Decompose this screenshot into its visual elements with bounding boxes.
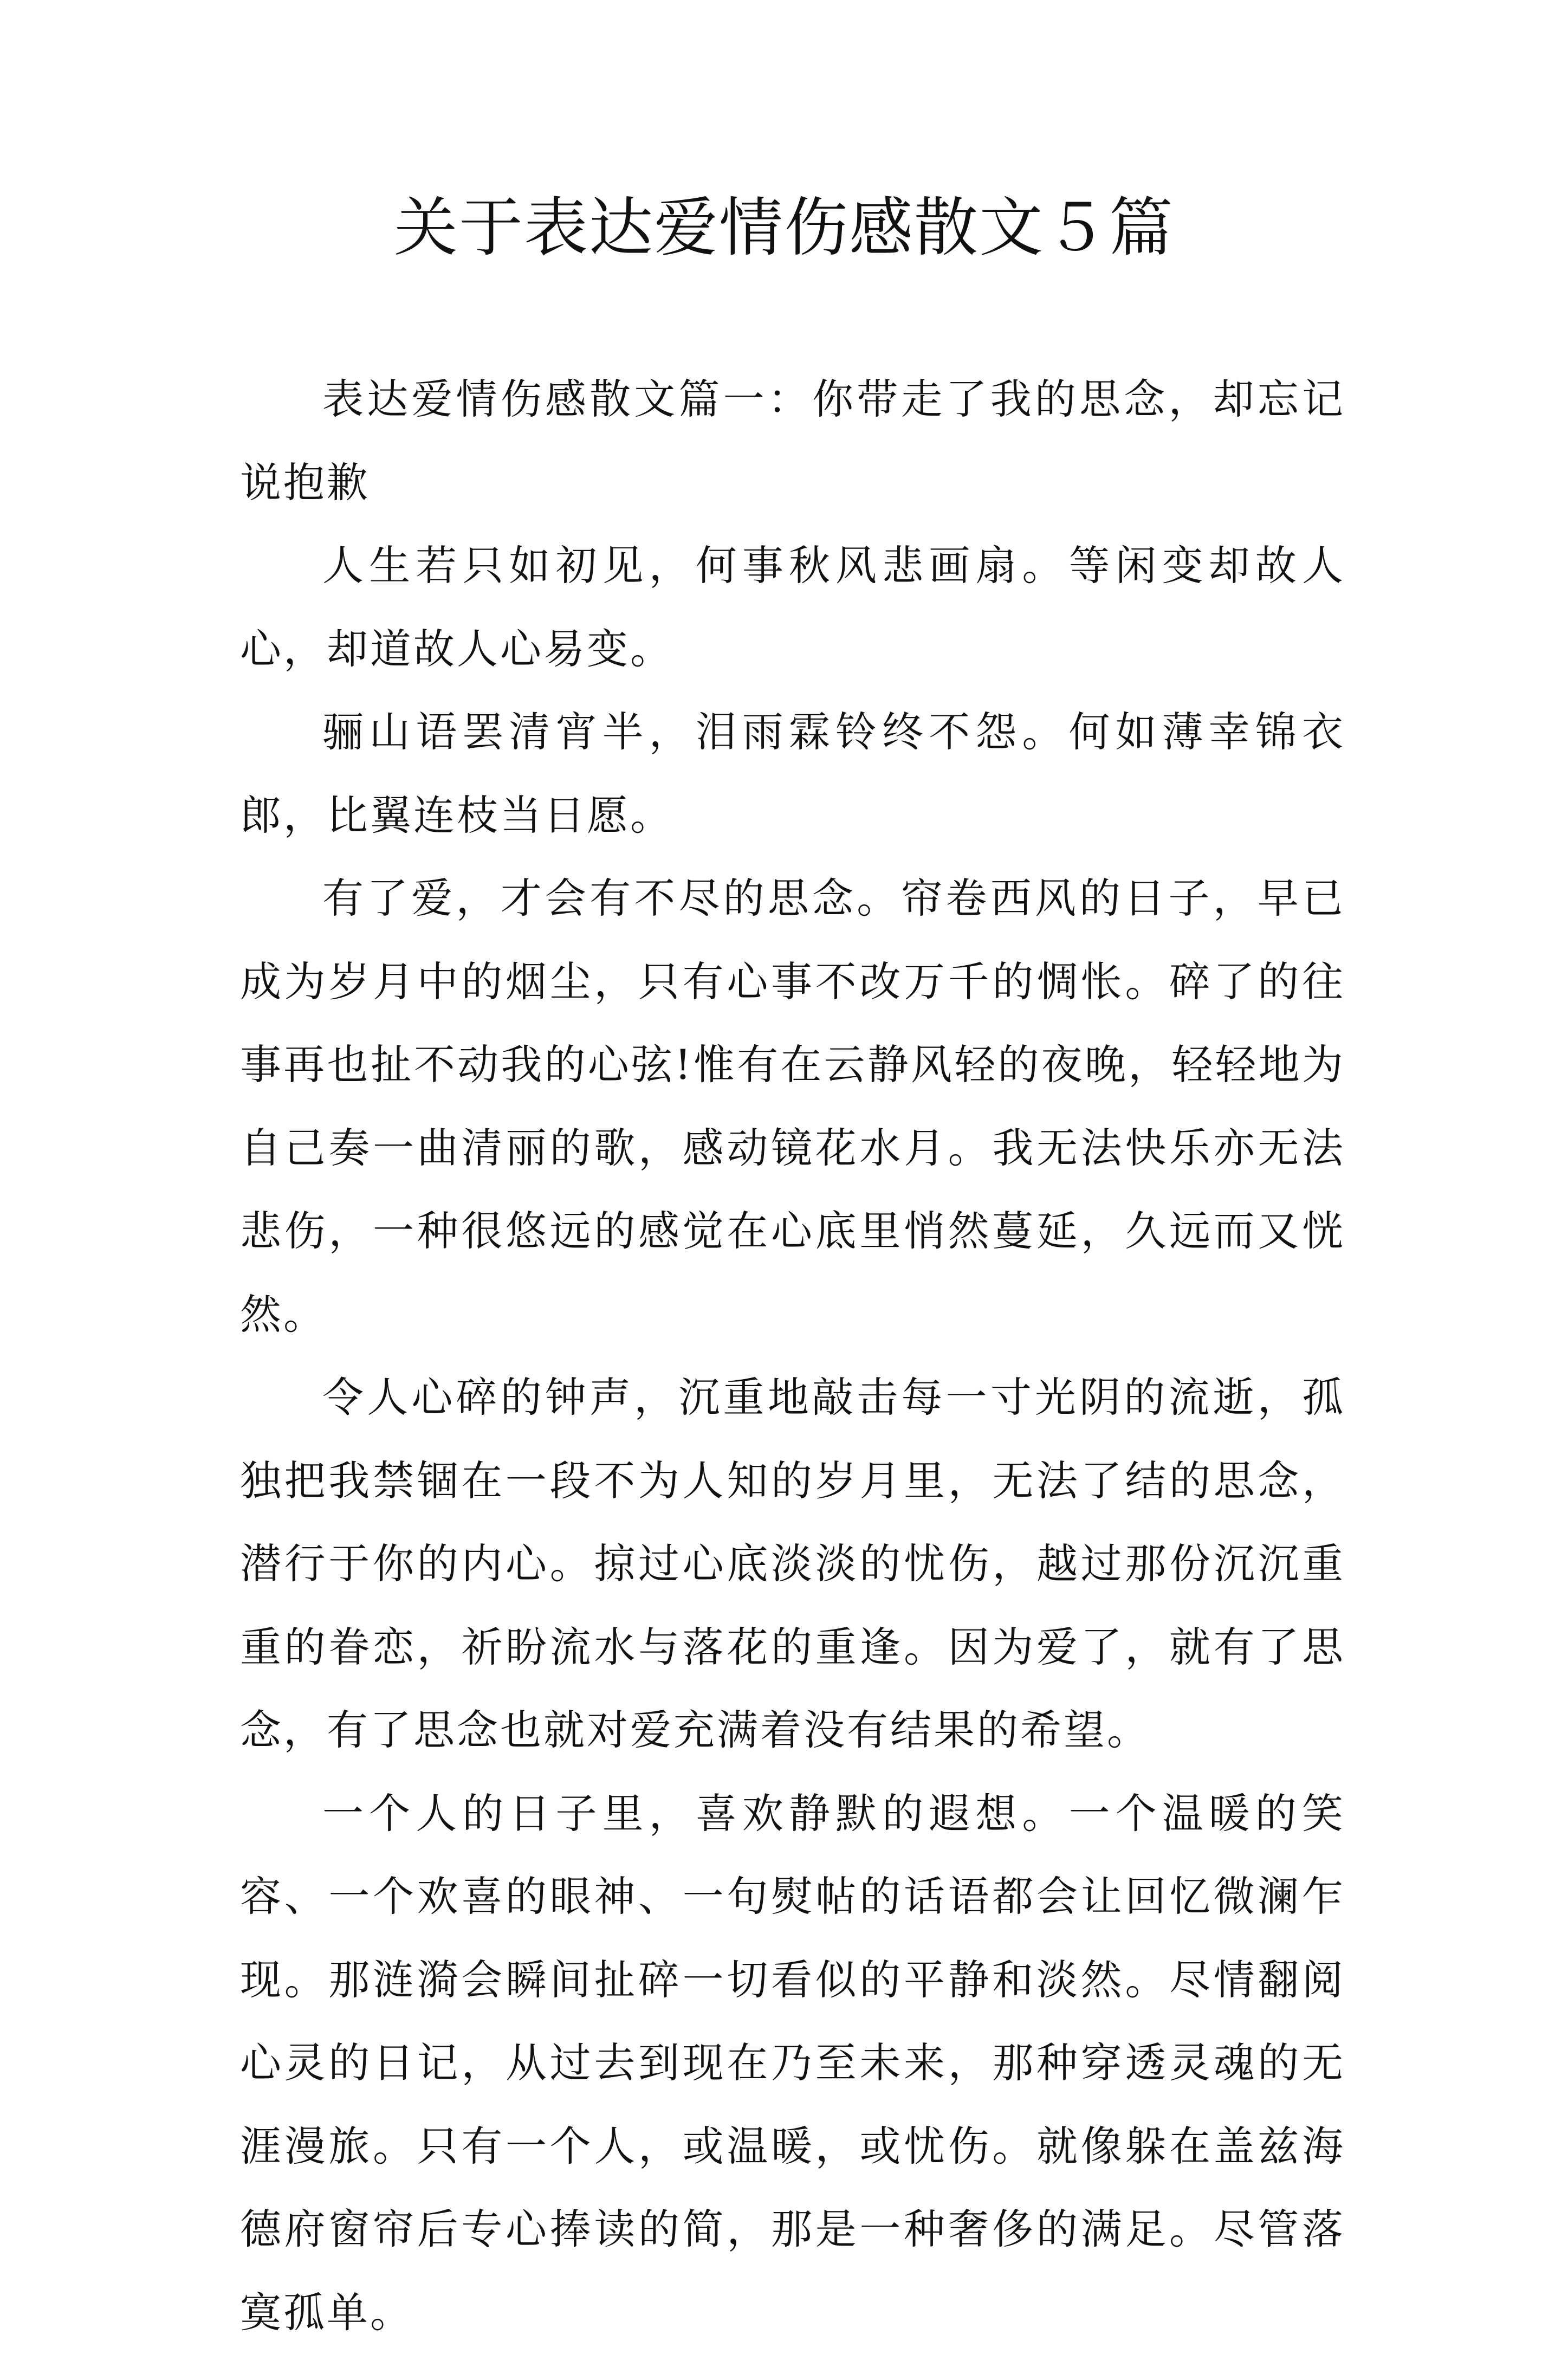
paragraph: 有了爱，才会有不尽的思念。帘卷西风的日子，早已成为岁月中的烟尘，只有心事不改万千的惆怅。碎了的往事再也扯不动我的心弦!惟有在云静风轻的夜晚，轻轻地为自己奏一曲清丽的歌，感动镜花水月。我无法快乐亦无法悲伤，一种很悠远的感觉在心底里悄然蔓延，久远而又恍然。 <box>240 857 1345 1356</box>
paragraph: 一个人的日子里，喜欢静默的遐想。一个温暖的笑容、一个欢喜的眼神、一句熨帖的话语都会让回忆微澜乍现。那涟漪会瞬间扯碎一切看似的平静和淡然。尽情翻阅心灵的日记，从过去到现在乃至未来，那种穿透灵魂的无涯漫旅。只有一个人，或温暖，或忧伤。就像躲在盖兹海德府窗帘后专心捧读的简，那是一种奢侈的满足。尽管落寞孤单。 <box>240 1772 1345 2354</box>
paragraph: 人生若只如初见，何事秋风悲画扇。等闲变却故人心，却道故人心易变。 <box>240 524 1345 690</box>
section-heading: 表达爱情伤感散文篇一：你带走了我的思念，却忘记说抱歉 <box>240 358 1345 524</box>
paragraph: 骊山语罢清宵半，泪雨霖铃终不怨。何如薄幸锦衣郎，比翼连枝当日愿。 <box>240 690 1345 857</box>
document-title: 关于表达爱情伤感散文５篇 <box>0 187 1568 268</box>
document-body <box>240 358 1345 2354</box>
paragraph: 令人心碎的钟声，沉重地敲击每一寸光阴的流逝，孤独把我禁锢在一段不为人知的岁月里，无法了结的思念，潜行于你的内心。掠过心底淡淡的忧伤，越过那份沉沉重重的眷恋，祈盼流水与落花的重逢。因为爱了，就有了思念，有了思念也就对爱充满着没有结果的希望。 <box>240 1356 1345 1772</box>
